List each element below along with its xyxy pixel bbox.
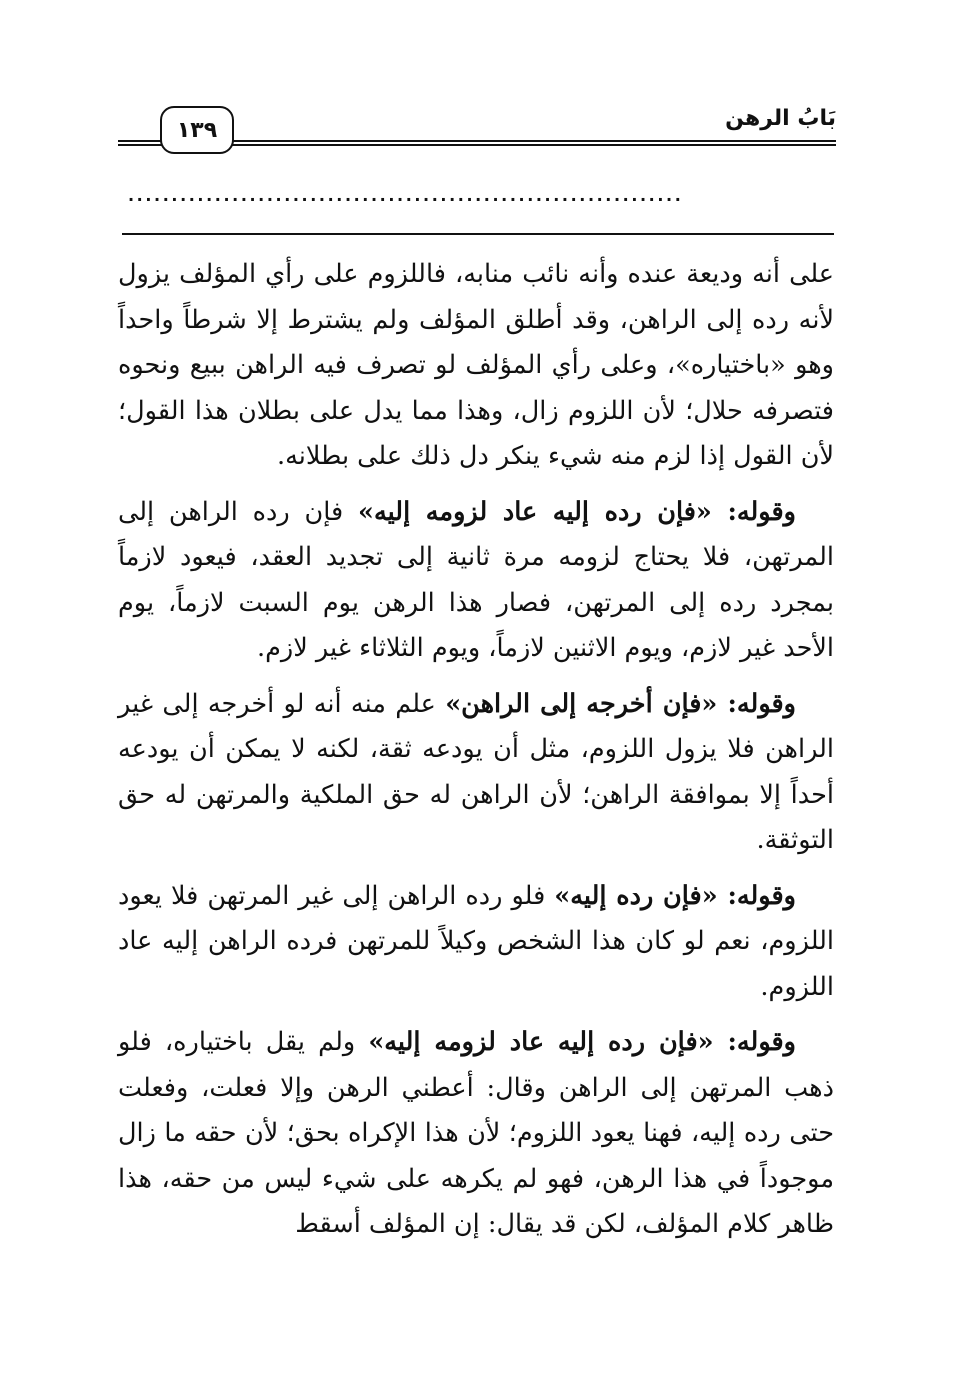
paragraph-lead: وقوله: [713, 1027, 796, 1057]
quoted-text: «فإن رده إليه» [554, 880, 718, 911]
paragraph-lead: وقوله: [717, 688, 796, 719]
quoted-text: «فإن رده إليه عاد لزومه إليه» [358, 496, 712, 527]
chapter-title: بَابُ الرهن [725, 106, 836, 131]
page-body [118, 252, 834, 1258]
quoted-text: «فإن رده إليه عاد لزومه إليه» [368, 1027, 714, 1057]
paragraph-4 [118, 874, 834, 1011]
header-rule-right [230, 140, 836, 146]
page-header [118, 98, 836, 158]
footnote-separator-line [122, 233, 834, 235]
header-rule-left [118, 140, 162, 146]
quoted-text: «فإن أخرجه إلى الراهن» [445, 688, 718, 719]
page-number: ١٣٩ [160, 106, 234, 154]
paragraph-5 [118, 1020, 834, 1248]
paragraph-1 [118, 252, 834, 480]
paragraph-lead: وقوله: [717, 880, 796, 911]
paragraph-lead: وقوله: [711, 496, 796, 527]
paragraph-text: علم منه أنه لو أخرجه إلى غير الراهن فلا يزول اللزوم، مثل أن يودعه ثقة، لكنه لا يمكن أن يودعه أحداً إلا بموافقة الراهن؛ لأن الراهن له حق الملكية والمرتهن له حق التوثقة. [118, 688, 834, 855]
paragraph-text: على أنه وديعة عنده وأنه نائب منابه، فاللزوم على رأي المؤلف يزول لأنه رده إلى الراهن، وقد أطلق المؤلف ولم يشترط إلا شرطاً واحداً وهو «باختياره»، وعلى رأي المؤلف لو تصرف فيه الراهن ببيع ونحوه فتصرفه حلال؛ لأن اللزوم زال، وهذا مما يدل على بطلان هذا القول؛ لأن القول إذا لزم منه شيء ينكر دل ذلك على بطلانه. [118, 259, 834, 471]
paragraph-text: ولم يقل باختياره، فلو ذهب المرتهن إلى الراهن وقال: أعطني الرهن وإلا فعلت، وفعلت حتى رده إليه، فهنا يعود اللزوم؛ لأن هذا الإكراه بحق؛ لأن حقه ما زال موجوداً في هذا الرهن، فهو لم يكرهه على شيء ليس من حقه، هذا ظاهر كلام المؤلف، لكن قد يقال: إن المؤلف أسقط [118, 1027, 834, 1239]
paragraph-text: فإن رده الراهن إلى المرتهن، فلا يحتاج لزومه مرة ثانية إلى تجديد العقد، فيعود لازماً بمجرد رده إلى المرتهن، فصار هذا الرهن يوم السبت لازماً، يوم الأحد غير لازم، ويوم الاثنين لازماً، ويوم الثلاثاء غير لازم. [118, 496, 834, 663]
paragraph-text: فلو رده الراهن إلى غير المرتهن فلا يعود اللزوم، نعم لو كان هذا الشخص وكيلاً للمرتهن فرده الراهن إليه عاد اللزوم. [118, 880, 834, 1002]
paragraph-3 [118, 682, 834, 864]
dotted-separator: ................................................................ [128, 186, 684, 205]
paragraph-2 [118, 490, 834, 672]
